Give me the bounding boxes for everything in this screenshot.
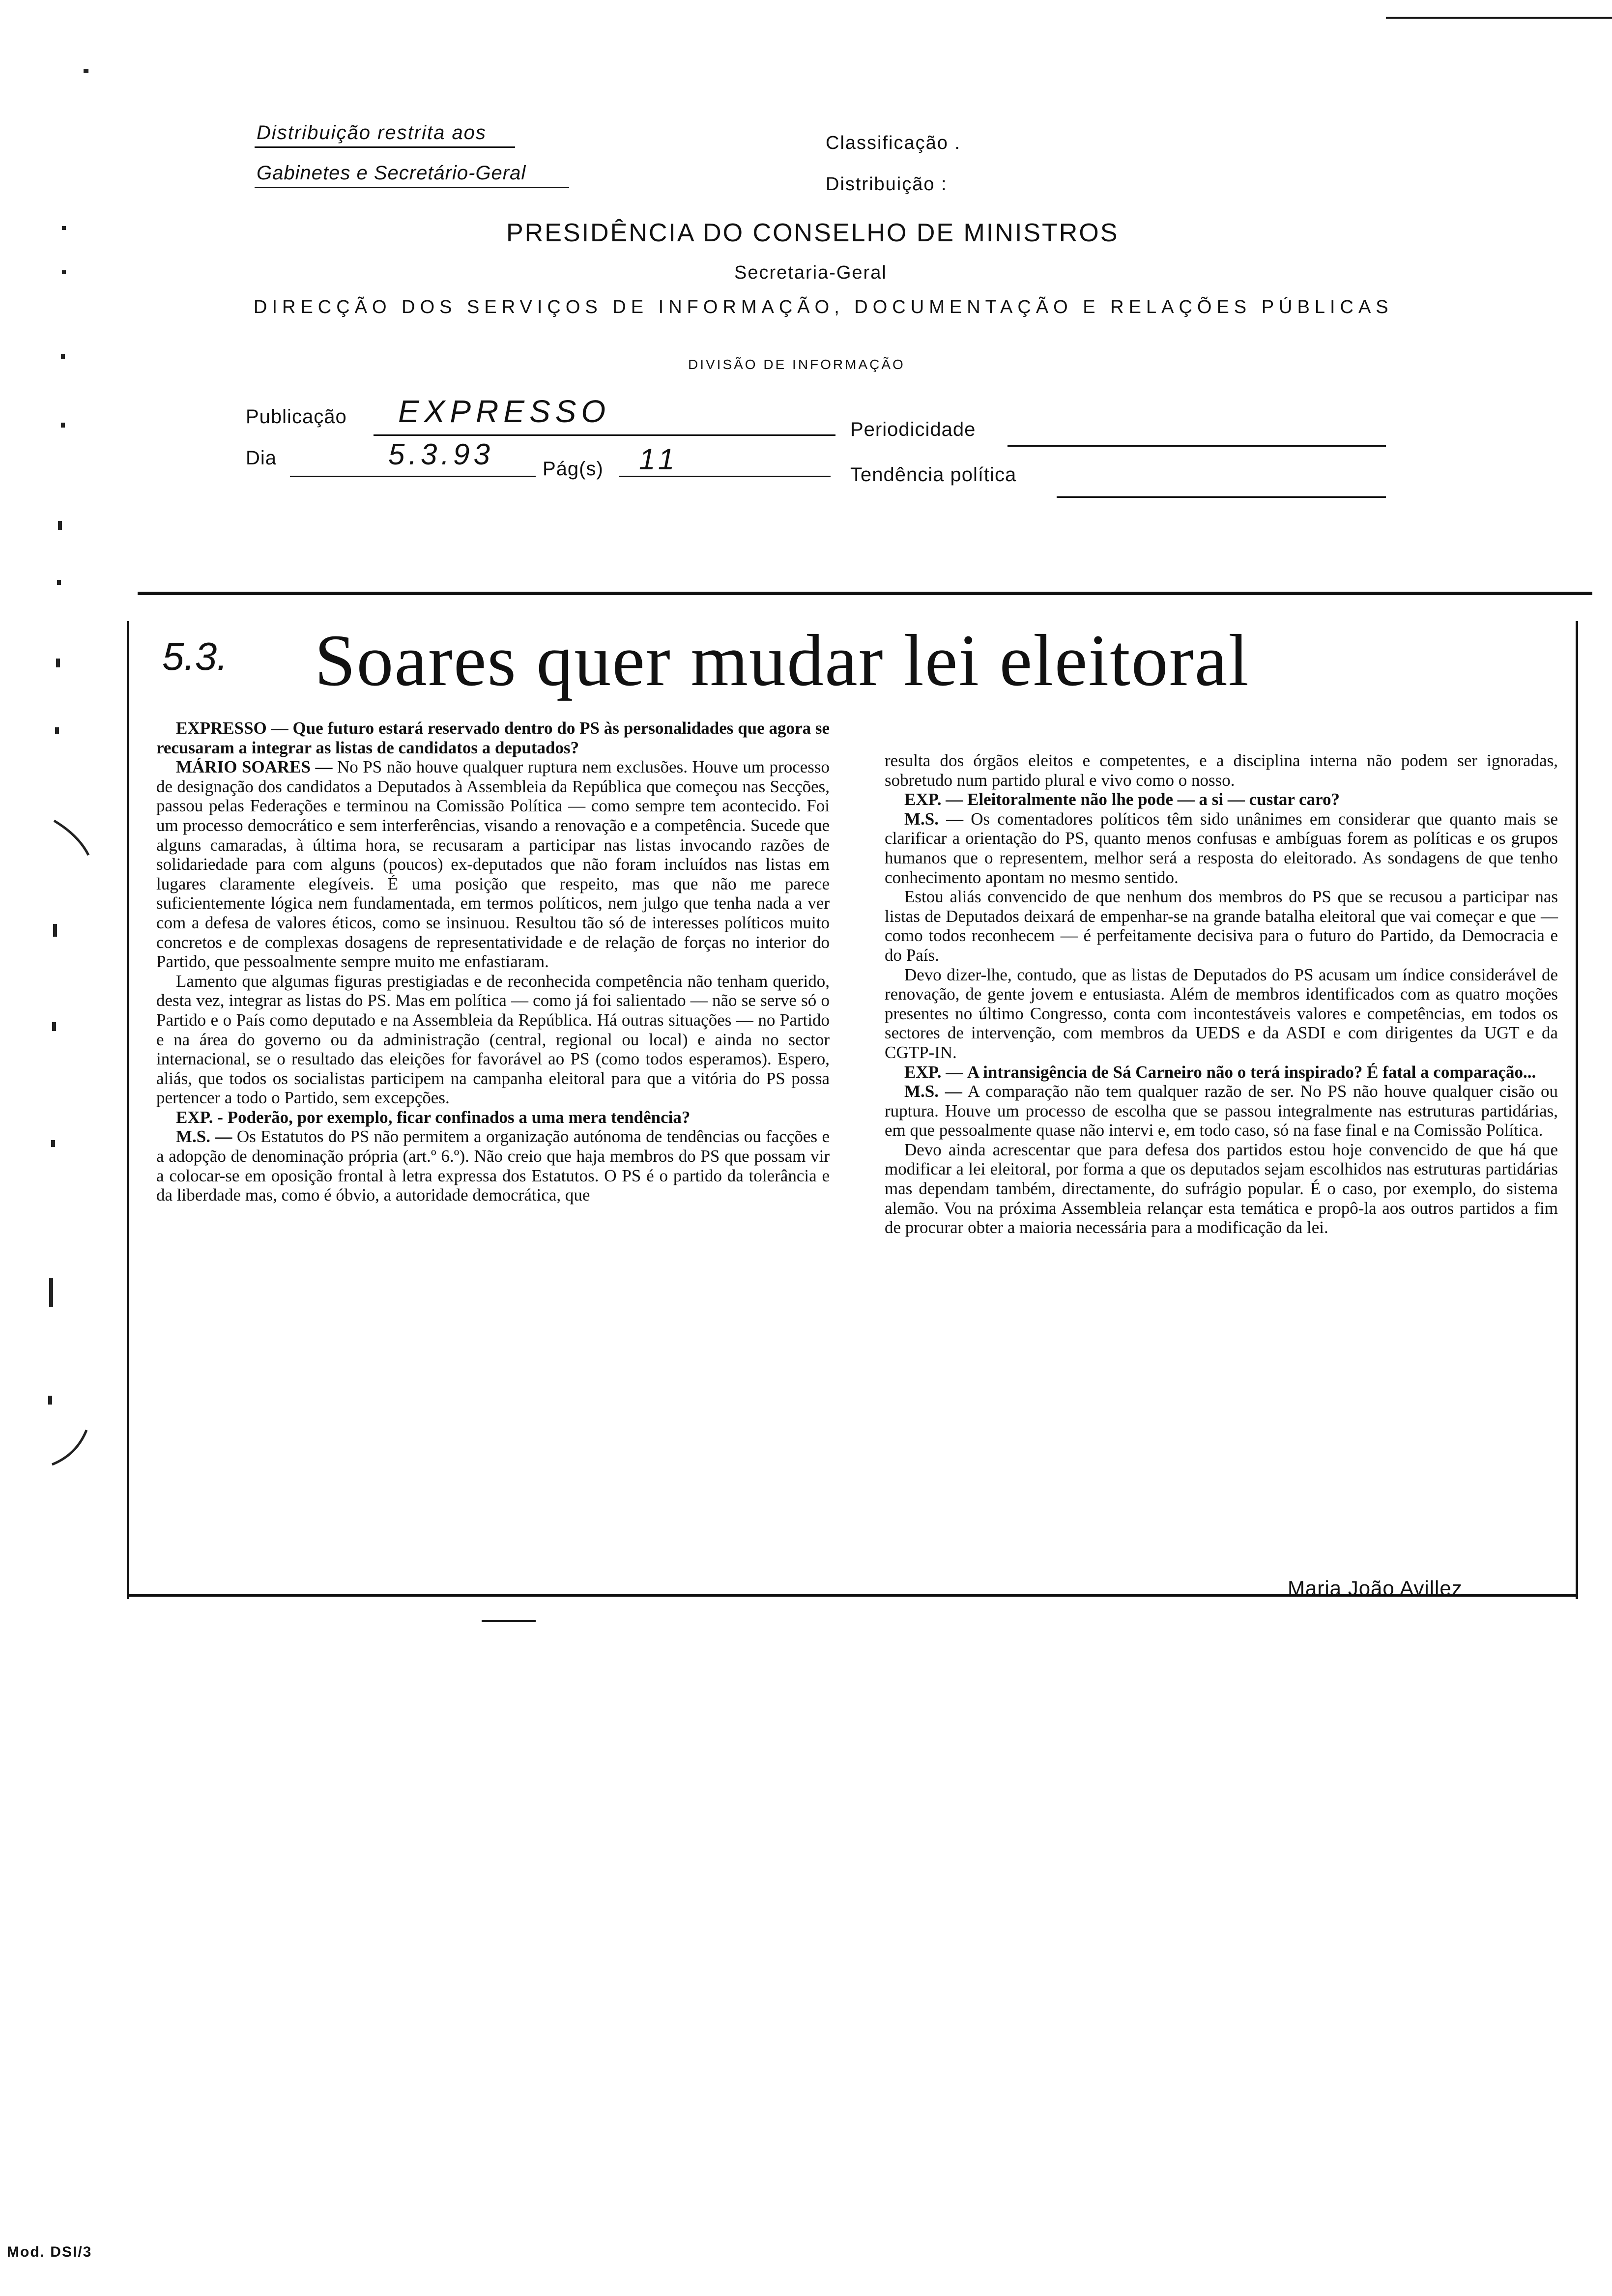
answer-text: resulta dos órgãos eleitos e competentes, e a disciplina interna não podem ser ignoradas, sobretudo num partido plural e vivo como o nosso. <box>885 751 1558 790</box>
paragraph <box>885 887 1558 965</box>
scan-dot <box>52 1022 56 1031</box>
answer-text: Devo dizer-lhe, contudo, que as listas de Deputados do PS acusam um índice considerável de renovação, de gente jovem e entusiasta. Além de membros identificados com as quatro moções presentes no último Congresso, conta com incontestáveis valores e competências, em todos os sectores de intervenção, com membros da UEDS e da ASDI e com dirigentes da UGT e da CGTP-IN. <box>885 965 1558 1062</box>
publicacao-label: Publicação <box>246 406 347 428</box>
classificacao-label: Classificação . <box>826 133 961 153</box>
dia-value: 5.3.93 <box>388 438 494 471</box>
scan-dot <box>62 226 66 230</box>
scan-dot <box>48 1396 52 1405</box>
form-model-code: Mod. DSI/3 <box>7 2244 92 2260</box>
scan-curve-mark <box>49 816 93 860</box>
paragraph <box>156 757 830 972</box>
periodicidade-line <box>1008 445 1386 447</box>
scan-dot <box>58 521 62 530</box>
speaker-label: EXP. - <box>176 1107 223 1127</box>
paragraph <box>885 1140 1558 1237</box>
paragraph <box>156 1127 830 1205</box>
speaker-label: MÁRIO SOARES — <box>176 757 333 777</box>
scan-dot <box>51 1140 55 1147</box>
answer-text: Devo ainda acrescentar que para defesa dos partidos estou hoje convencido de que há que modificar a lei eleitoral, por forma a que os deputados sejam escolhidos nas estruturas partidárias mas dependam também, directamente, do sufrágio popular. É o caso, por exemplo, do sistema alemão. Vou na próxima Assembleia relançar esta temática e propô-la aos outros partidos a fim de procurar obter a maioria necessária para a modificação da lei. <box>885 1140 1558 1237</box>
distribution-underline-1 <box>255 146 515 148</box>
paragraph <box>156 1108 830 1127</box>
article-title: Soares quer mudar lei eleitoral <box>315 620 1250 701</box>
paragraph <box>885 751 1558 790</box>
clipping-bottom-mark <box>482 1620 536 1622</box>
speaker-label: M.S. — <box>904 1082 962 1101</box>
speaker-label: M.S. — <box>176 1127 232 1147</box>
distribution-underline-2 <box>255 187 569 188</box>
paragraph <box>885 1082 1558 1140</box>
paragraph <box>156 718 830 757</box>
distribution-note-line2: Gabinetes e Secretário-Geral <box>257 162 526 184</box>
article-right-column <box>885 751 1558 1237</box>
scan-dot <box>55 727 59 734</box>
answer-text: Os comentadores políticos têm sido unânimes em considerar que quanto mais se clarificar a orientação do PS, quanto menos confusas e ambíguas forem as políticas e os grupos humanos que o representem, melhor será a resposta do eleitorado. As sondagens de que tenho conhecimento apontam no mesmo sentido. <box>885 809 1558 887</box>
direction-title: DIRECÇÃO DOS SERVIÇOS DE INFORMAÇÃO, DOCUMENTAÇÃO E RELAÇÕES PÚBLICAS <box>254 297 1393 317</box>
ministry-title: PRESIDÊNCIA DO CONSELHO DE MINISTROS <box>506 219 1119 247</box>
question-text: A intransigência de Sá Carneiro não o terá inspirado? É fatal a comparação... <box>967 1062 1536 1082</box>
speaker-label: EXPRESSO — <box>176 718 288 738</box>
frame-left-rule <box>127 621 129 1599</box>
dia-line <box>290 476 536 477</box>
question-text: Que futuro estará reservado dentro do PS às personalidades que agora se recusaram a integrar as listas de candidatos a deputados? <box>156 718 830 757</box>
question-text: Eleitoralmente não lhe pode — a si — custar caro? <box>967 790 1340 809</box>
answer-text: Os Estatutos do PS não permitem a organização autónoma de tendências ou facções e a adopção de denominação própria (art.º 6.º). Não creio que haja membros do PS que possam vir a colocar-se em oposição frontal à letra expressa dos Estatutos. O PS é o partido da tolerância e da liberdade mas, como é óbvio, a autoridade democrática, que <box>156 1127 830 1205</box>
scan-dot <box>49 1278 53 1307</box>
speaker-label: EXP. — <box>904 1062 963 1082</box>
paragraph <box>885 965 1558 1062</box>
publicacao-value: EXPRESSO <box>398 394 611 429</box>
tendencia-label: Tendência política <box>850 464 1017 486</box>
article-left-column <box>156 718 830 1205</box>
scan-dot <box>53 924 57 937</box>
speaker-label: M.S. — <box>904 809 964 829</box>
dia-label: Dia <box>246 447 277 469</box>
frame-top-rule <box>138 592 1592 595</box>
paragraph <box>885 809 1558 887</box>
scan-dot <box>62 270 66 274</box>
division-title: DIVISÃO DE INFORMAÇÃO <box>688 357 905 372</box>
distribuicao-label: Distribuição : <box>826 174 948 195</box>
pags-line <box>619 476 831 477</box>
answer-text: Estou aliás convencido de que nenhum dos membros do PS que se recusou a participar nas listas de Deputados deixará de empenhar-se na grande batalha eleitoral que vai começar e que — como todos reconhecem — é perfeitamente decisiva para o futuro do Partido, da Democracia e do País. <box>885 887 1558 965</box>
paragraph <box>885 1062 1558 1082</box>
answer-text: Lamento que algumas figuras prestigiadas e de reconhecida competência não tenham querido, desta vez, integrar as listas do PS. Mas em política — como já foi salientado — não se serve só o Partido e o País como deputado e na Assembleia da República. Há outras situações — no Partido e na área do governo ou da administração (central, regional ou local) e ainda no sector internacional, se o resultado das eleições for favorável ao PS (como todos esperamos). Espero, aliás, que todos os socialistas participem na campanha eleitoral para que a vitória do PS possa pertencer a todo o Partido, sem excepções. <box>156 971 830 1108</box>
pags-value: 11 <box>639 443 680 476</box>
scan-top-edge <box>1386 17 1612 19</box>
answer-text: A comparação não tem qualquer razão de ser. No PS não houve qualquer cisão ou ruptura. Houve um processo de escolha que se passou integralmente nas estruturas partidárias, em que pessoalmente quase não intervi e, em todo caso, só na fase final e na Comissão Política. <box>885 1082 1558 1140</box>
publicacao-line <box>374 434 835 436</box>
scan-dot <box>56 659 60 667</box>
pags-label: Pág(s) <box>543 458 604 480</box>
paragraph <box>885 790 1558 809</box>
speaker-label: EXP. — <box>904 790 963 809</box>
scan-dot <box>84 69 88 73</box>
article-author: Maria João Avillez <box>1288 1577 1463 1600</box>
distribution-note-line1: Distribuição restrita aos <box>257 122 487 144</box>
scan-dot <box>61 354 65 359</box>
frame-right-rule <box>1576 621 1578 1599</box>
answer-text: No PS não houve qualquer ruptura nem exclusões. Houve um processo de designação dos candidatos a Deputados à Assembleia da República que começou nas Secções, passou pelas Federações e terminou na Comissão Política — como sempre tem acontecido. Foi um processo democrático e sem interferências, visando a renovação e a competência. Sucede que alguns camaradas, à última hora, se recusaram a participar nas listas invocando razões de solidariedade para com alguns (poucos) ex-deputados que não foram incluídos nas listas em lugares claramente elegíveis. É uma posição que respeito, mas que não me parece suficientemente lógica nem fundamentada, em termos políticos, nem julgo que tenha nada a ver com a defesa de valores éticos, como se insinuou. Resultou tão só de interesses políticos muito concretos e de complexas dosagens de representatividade e de relação de forças no interior do Partido, que pessoalmente sempre muito me enfastiaram. <box>156 757 830 972</box>
handwritten-date: 5.3. <box>162 634 228 678</box>
scan-curve-mark <box>47 1425 91 1469</box>
tendencia-line <box>1057 496 1386 498</box>
secretariat-title: Secretaria-Geral <box>734 262 887 283</box>
paragraph <box>156 972 830 1108</box>
scan-dot <box>57 580 61 585</box>
scan-dot <box>61 423 65 428</box>
periodicidade-label: Periodicidade <box>850 419 976 440</box>
question-text: Poderão, por exemplo, ficar confinados a uma mera tendência? <box>227 1107 691 1127</box>
